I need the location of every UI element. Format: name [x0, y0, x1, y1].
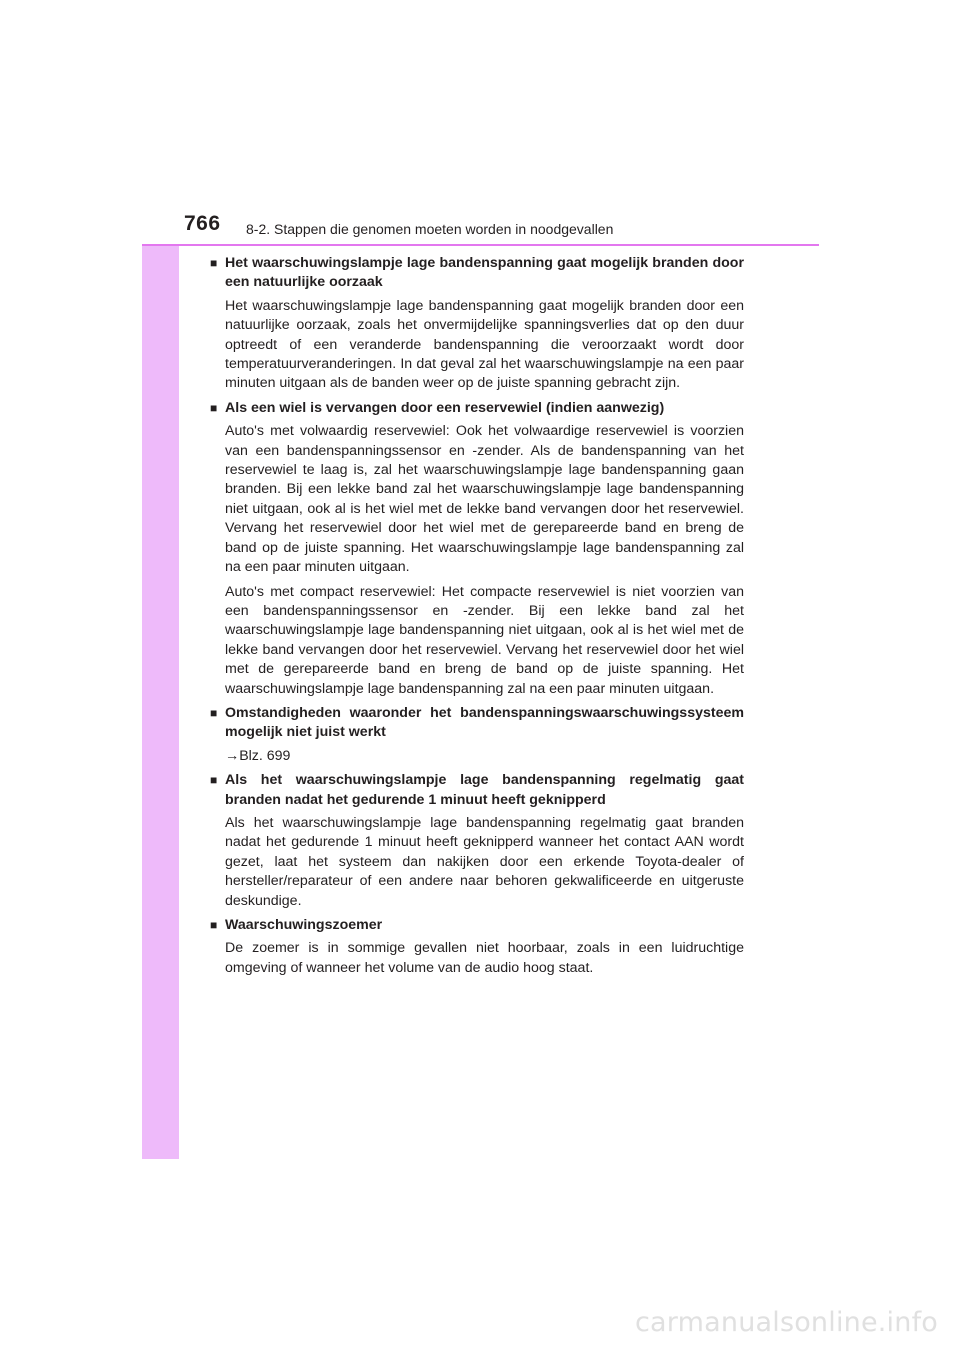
square-bullet-icon: ■: [210, 256, 218, 270]
entry-heading: [210, 399, 744, 418]
entry-paragraph: Het waarschuwingslampje lage bandenspanning gaat mogelijk branden door een natuurlijke oorzaak, zoals het onvermijdelijke spanningsverlies dat op den duur optreedt of een veranderde bandenspanning die veroorzaakt wordt door temperatuurveranderingen. In dat geval zal het waarschuwingslampje na een paar minuten uitgaan als de banden weer op de juiste spanning gebracht zijn.: [225, 297, 744, 392]
entry-buzzer: [210, 916, 744, 978]
entry-heading: [210, 254, 744, 293]
square-bullet-icon: ■: [210, 773, 218, 788]
page-number: 766: [184, 212, 221, 235]
entry-heading: [210, 916, 744, 935]
header-rule: [142, 244, 819, 246]
page-reference: →Blz. 699: [225, 747, 291, 764]
square-bullet-icon: ■: [210, 705, 218, 720]
entry-regular-lighting: [210, 771, 744, 911]
entry-heading: [210, 771, 744, 810]
square-bullet-icon: ■: [210, 400, 218, 415]
watermark: carmanualsonline.info: [635, 1307, 938, 1338]
entry-heading-text: Als een wiel is vervangen door een reservewiel (indien aanwezig): [225, 399, 665, 416]
page-content: [210, 254, 744, 983]
square-bullet-icon: ■: [210, 918, 218, 932]
entry-heading-text: Het waarschuwingslampje lage bandenspanning gaat mogelijk branden door een natuurlijke oorzaak: [225, 255, 744, 291]
section-title: 8-2. Stappen die genomen moeten worden in noodgevallen: [246, 221, 614, 237]
entry-paragraph: Auto's met compact reservewiel: Het compacte reservewiel is niet voorzien van een bandenspanningssensor en -zender. Bij een lekke band zal het waarschuwingslampje lage bandenspanning niet uitgaan, ook al is het wiel met de lekke band vervangen door het reservewiel. Vervang het reservewiel door het wiel met de gerepareerde band en breng de band op de juiste spanning. Het waarschuwingslampje lage bandenspanning zal na een paar minuten uitgaan.: [225, 583, 744, 697]
chapter-side-band: [142, 197, 179, 1159]
entry-heading-text: Omstandigheden waaronder het bandenspanningswaarschuwingssysteem mogelijk niet juist werkt: [225, 704, 744, 741]
entry-paragraph: De zoemer is in sommige gevallen niet hoorbaar, zoals in een luidruchtige omgeving of wanneer het volume van de audio hoog staat.: [225, 940, 744, 976]
entry-heading: [210, 704, 744, 743]
entry-spare-wheel: [210, 399, 744, 699]
entry-paragraph: Auto's met volwaardig reservewiel: Ook het volwaardige reservewiel is voorzien van een bandenspanningssensor en -zender. Als de bandenspanning van het reservewiel te laag is, zal het waarschuwingslampje lage bandenspanning gaan branden. Bij een lekke band zal het waarschuwingslampje lage bandenspanning niet uitgaan, ook al is het wiel met de lekke band vervangen door het reservewiel. Vervang het reservewiel door het wiel met de gerepareerde band en breng de band op de juiste spanning. Het waarschuwingslampje lage bandenspanning zal na een paar minuten uitgaan.: [225, 423, 744, 576]
entry-heading-text: Waarschuwingszoemer: [225, 917, 383, 933]
entry-heading-text: Als het waarschuwingslampje lage bandenspanning regelmatig gaat branden nadat het gedurende 1 minuut heeft geknipperd: [225, 772, 744, 808]
entry-paragraph: Als het waarschuwingslampje lage bandenspanning regelmatig gaat branden nadat het gedurende 1 minuut heeft geknipperd wanneer het contact AAN wordt gezet, laat het systeem dan nakijken door een erkende Toyota-dealer of hersteller/reparateur of een andere naar behoren gekwalificeerde en uitgeruste deskundige.: [225, 814, 744, 909]
entry-natural-cause: [210, 254, 744, 394]
entry-conditions: [210, 704, 744, 766]
